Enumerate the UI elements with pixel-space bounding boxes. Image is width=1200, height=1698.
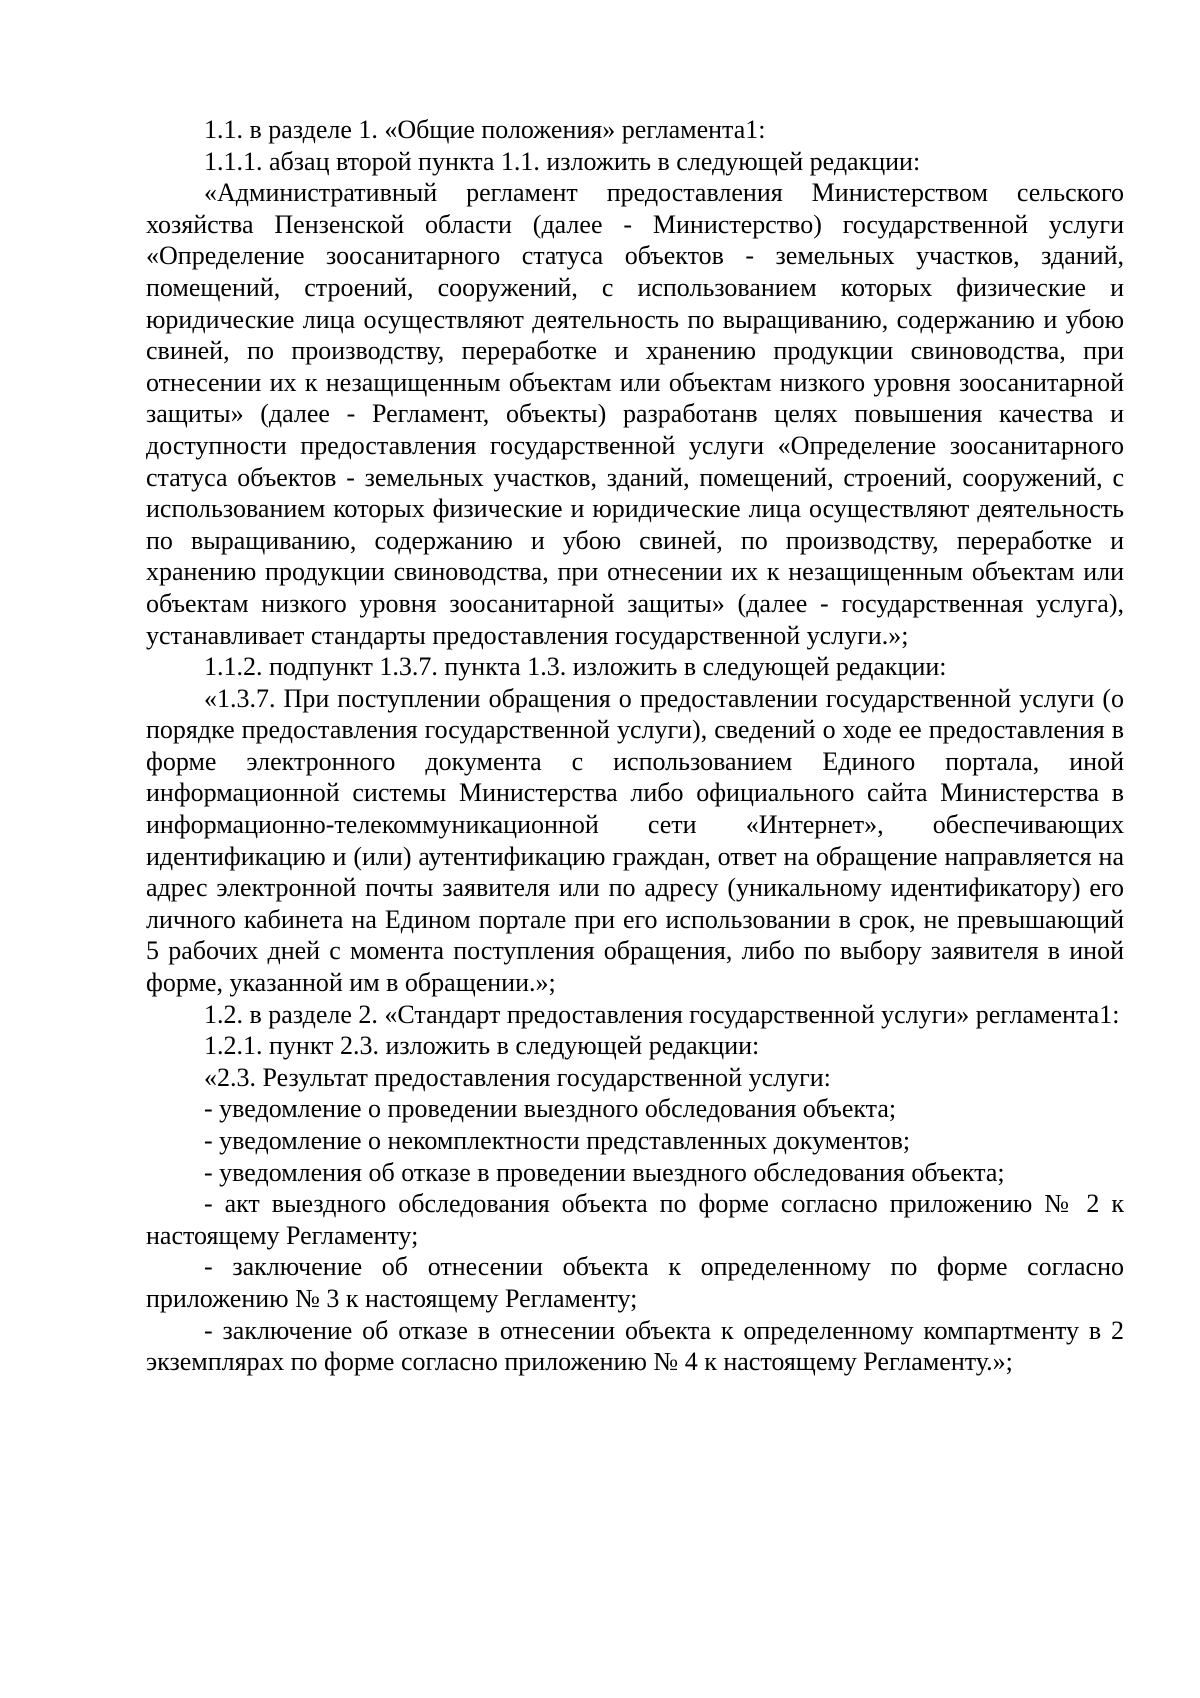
paragraph-regulation-definition: «Административный регламент предоставления Министерством сельского хозяйства Пензенской области (далее - Министерство) государственной услуги «Определение зоосанитарного статуса объектов - земельных участков, зданий, помещений, строений, сооружений, с использованием которых физические и юридические лица осуществляют деятельность по выращиванию, содержанию и убою свиней, по производству, переработке и хранению продукции свиноводства, при отнесении их к незащищенным объектам или объектам низкого уровня зоосанитарной защиты» (далее - Регламент, объекты) разработанв целях повышения качества и доступности предоставления государственной услуги «Определение зоосанитарного статуса объектов - земельных участков, зданий, помещений, строений, сооружений, с использованием которых физические и юридические лица осуществляют деятельность по выращиванию, содержанию и убою свиней, по производству, переработке и хранению продукции свиноводства, при отнесении их к незащищенным объектам или объектам низкого уровня зоосанитарной защиты» (далее - государственная услуга), устанавливает стандарты предоставления государственной услуги.»; [146, 178, 1124, 650]
paragraph-1-1-2: 1.1.2. подпункт 1.3.7. пункта 1.3. изложить в следующей редакции: [204, 652, 947, 682]
paragraph-section-1-intro: 1.1. в разделе 1. «Общие положения» регламента1: [204, 115, 766, 144]
list-item-refusal-conclusion: - заключение об отказе в отнесении объекта к определенному компартменту в 2 экземплярах по форме согласно приложению № 4 к настоящему Регламенту.»; [146, 1315, 1124, 1377]
list-item-classification-conclusion: - заключение об отнесении объекта к определенному по форме согласно приложению № 3 к настоящему Регламенту; [146, 1252, 1124, 1313]
list-item-incomplete-docs: - уведомление о некомплектности представленных документов; [204, 1126, 911, 1155]
paragraph-1-2-1: 1.2.1. пункт 2.3. изложить в следующей редакции: [204, 1031, 760, 1061]
paragraph-1-3-7: «1.3.7. При поступлении обращения о предоставлении государственной услуги (о порядке предоставления государственной услуги), сведений о ходе ее предоставления в форме электронного документа с использованием Единого портала, иной информационной системы Министерства либо официального сайта Министерства в информационно-телекоммуникационной сети «Интернет», обеспечивающих идентификацию и (или) аутентификацию граждан, ответ на обращение направляется на адрес электронной почты заявителя или по адресу (уникальному идентификатору) его личного кабинета на Едином портале при его использовании в срок, не превышающий 5 рабочих дней с момента поступления обращения, либо по выбору заявителя в иной форме, указанной им в обращении.»; [146, 683, 1124, 998]
paragraph-1-1-1: 1.1.1. абзац второй пункта 1.1. изложить в следующей редакции: [204, 146, 921, 176]
list-item-visit-notice: - уведомление о проведении выездного обследования объекта; [204, 1094, 897, 1124]
paragraph-section-2-intro: 1.2. в разделе 2. «Стандарт предоставления государственной услуги» регламента1: [204, 999, 1120, 1029]
paragraph-2-3: «2.3. Результат предоставления государственной услуги: [204, 1062, 831, 1092]
list-item-inspection-act: - акт выездного обследования объекта по форме согласно приложению № 2 к настоящему Регламенту; [146, 1189, 1124, 1250]
list-item-refusal-notice: - уведомления об отказе в проведении выездного обследования объекта; [204, 1157, 1005, 1187]
document-body [146, 114, 1124, 1378]
